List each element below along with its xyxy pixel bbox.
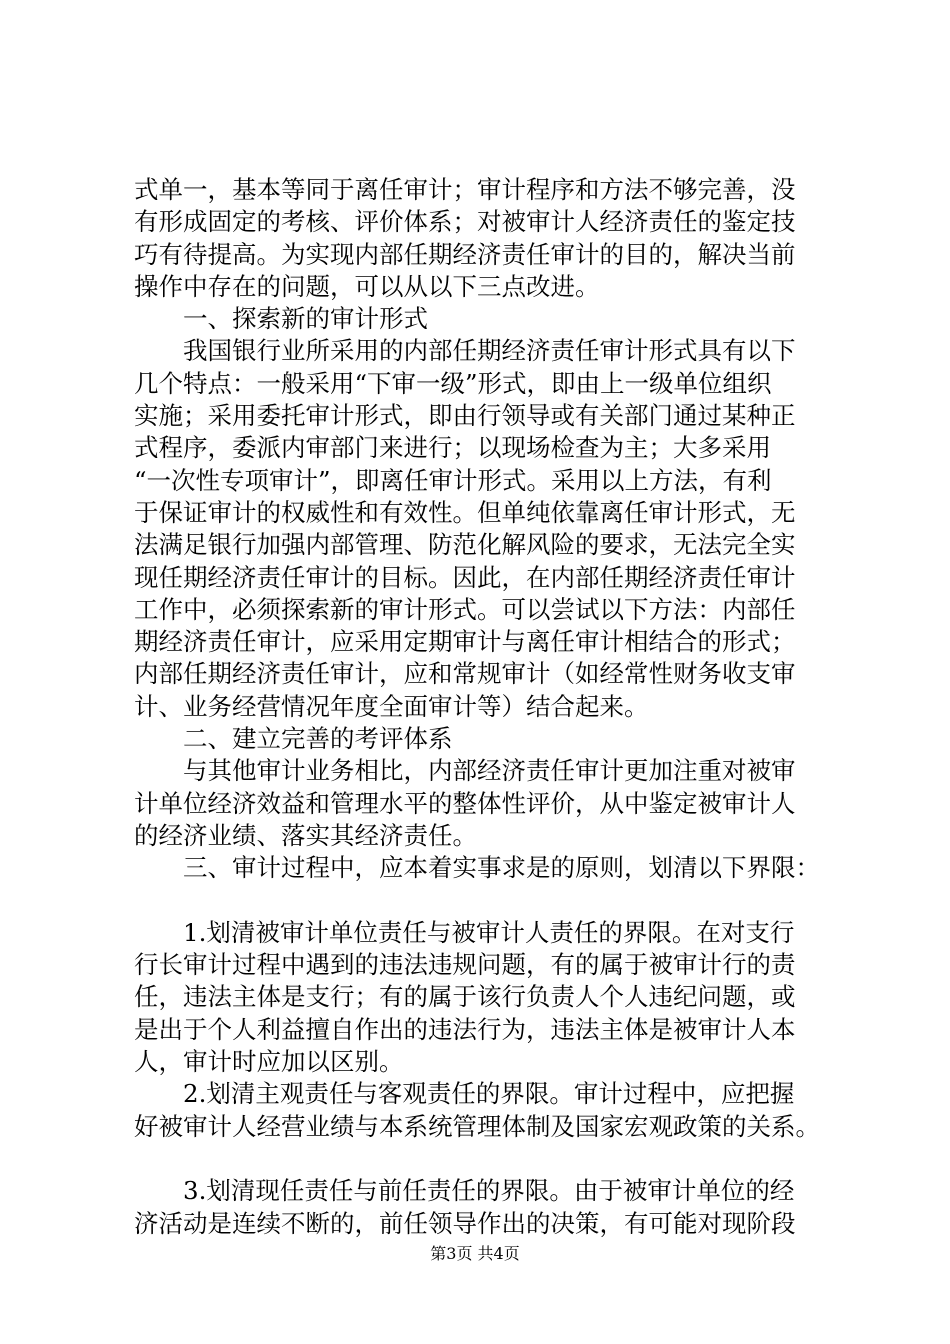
paragraph-line: 巧有待提高。为实现内部任期经济责任审计的目的，解决当前: [134, 239, 796, 269]
paragraph-line: 计、业务经营情况年度全面审计等）结合起来。: [134, 691, 649, 721]
paragraph-line: 于保证审计的权威性和有效性。但单纯依靠离任审计形式，无: [134, 497, 796, 527]
paragraph-line: 行长审计过程中遇到的违法违规问题，有的属于被审计行的责: [134, 950, 796, 980]
paragraph-line: 任，违法主体是支行；有的属于该行负责人个人违纪问题，或: [134, 982, 796, 1012]
paragraph-line: 期经济责任审计，应采用定期审计与离任审计相结合的形式；: [134, 627, 796, 657]
blank-line: [134, 885, 834, 917]
paragraph-line: 内部任期经济责任审计，应和常规审计（如经常性财务收支审: [134, 659, 796, 689]
paragraph-line: 工作中，必须探索新的审计形式。可以尝试以下方法：内部任: [134, 594, 796, 624]
section-heading-1: 一、探索新的审计形式: [183, 304, 428, 334]
paragraph-line: 与其他审计业务相比，内部经济责任审计更加注重对被审: [183, 756, 796, 786]
paragraph-line: “一次性专项审计”，即离任审计形式。采用以上方法，有利: [134, 465, 772, 495]
paragraph-line: 式单一，基本等同于离任审计；审计程序和方法不够完善，没: [134, 175, 796, 204]
paragraph-line: 的经济业绩、落实其经济责任。: [134, 820, 477, 850]
section-heading-2: 二、建立完善的考评体系: [183, 724, 453, 754]
document-body: [134, 174, 834, 1240]
list-item-1: 1.划清被审计单位责任与被审计人责任的界限。在对支行: [183, 917, 795, 947]
paragraph-line: 现任期经济责任审计的目标。因此，在内部任期经济责任审计: [134, 562, 796, 592]
list-item-3: 3.划清现任责任与前任责任的界限。由于被审计单位的经: [183, 1176, 795, 1206]
paragraph-line: 计单位经济效益和管理水平的整体性评价，从中鉴定被审计人: [134, 788, 796, 818]
paragraph-line: 人，审计时应加以区别。: [134, 1047, 404, 1077]
paragraph-line: 操作中存在的问题，可以从以下三点改进。: [134, 271, 600, 301]
paragraph-line: 式程序，委派内审部门来进行；以现场检查为主；大多采用: [134, 433, 771, 463]
paragraph-line: 济活动是连续不断的，前任领导作出的决策，有可能对现阶段: [134, 1208, 796, 1238]
list-item-2: 2.划清主观责任与客观责任的界限。审计过程中，应把握: [183, 1079, 795, 1109]
paragraph-line: 几个特点：一般采用“下审一级”形式，即由上一级单位组织: [134, 368, 772, 398]
paragraph-line: 好被审计人经营业绩与本系统管理体制及国家宏观政策的关系。: [134, 1111, 820, 1141]
paragraph-line: 法满足银行加强内部管理、防范化解风险的要求，无法完全实: [134, 530, 796, 560]
page-number: 第3页 共4页: [430, 1244, 520, 1263]
section-heading-3: 三、审计过程中，应本着实事求是的原则，划清以下界限：: [183, 853, 820, 883]
paragraph-line: 有形成固定的考核、评价体系；对被审计人经济责任的鉴定技: [134, 207, 796, 237]
blank-line: [134, 1143, 834, 1175]
paragraph-line: 我国银行业所采用的内部任期经济责任审计形式具有以下: [183, 336, 796, 366]
paragraph-line: 实施；采用委托审计形式，即由行领导或有关部门通过某种正: [134, 401, 796, 431]
paragraph-line: 是出于个人利益擅自作出的违法行为，违法主体是被审计人本: [134, 1014, 796, 1044]
